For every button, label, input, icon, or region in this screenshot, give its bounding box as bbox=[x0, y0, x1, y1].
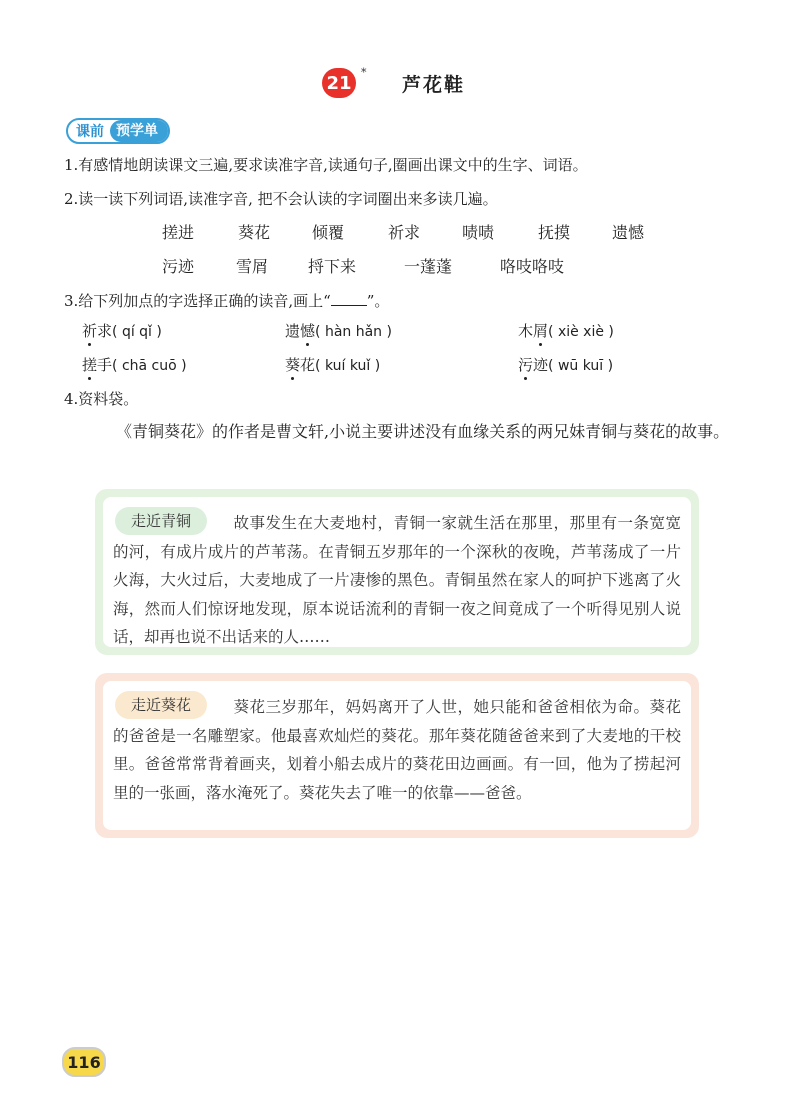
pinyin-item bbox=[285, 320, 392, 341]
tag-part2: 预学单 bbox=[110, 120, 168, 142]
pinyin-item bbox=[518, 320, 614, 341]
word-item: 一蓬蓬 bbox=[404, 257, 453, 276]
question-3-text: 3.给下列加点的字选择正确的读音,画上“ bbox=[64, 292, 331, 310]
box-label: 走近葵花 bbox=[115, 691, 207, 719]
dotted-char: 憾 bbox=[300, 322, 316, 340]
word-item: 污迹 bbox=[162, 257, 195, 276]
box-text bbox=[113, 509, 681, 652]
word-item: 雪屑 bbox=[236, 257, 269, 276]
question-2: 2.读一读下列词语,读准字音, 把不会认读的字词圈出来多读几遍。 bbox=[64, 190, 498, 208]
pinyin-options: ( chā cuō ) bbox=[112, 358, 187, 374]
info-box-kuihua bbox=[95, 673, 699, 838]
dotted-char: 屑 bbox=[533, 322, 549, 340]
word-item: 捋下来 bbox=[308, 257, 357, 276]
question-3 bbox=[64, 290, 389, 311]
resource-paragraph: 《青铜葵花》的作者是曹文轩,小说主要讲述没有血缘关系的两兄妹青铜与葵花的故事。 bbox=[116, 422, 730, 441]
word-item: 倾覆 bbox=[312, 223, 345, 242]
char: 木 bbox=[518, 322, 534, 340]
info-box-inner bbox=[103, 497, 691, 647]
word-item: 祈求 bbox=[388, 223, 421, 242]
pinyin-options: ( wū kuī ) bbox=[548, 358, 614, 374]
char: 求 bbox=[97, 322, 113, 340]
lesson-star-mark: * bbox=[361, 66, 367, 79]
pinyin-options: ( hàn hǎn ) bbox=[315, 324, 392, 340]
info-box-qingtong bbox=[95, 489, 699, 655]
pinyin-item bbox=[285, 354, 380, 375]
question-1: 1.有感情地朗读课文三遍,要求读准字音,读通句子,圈画出课文中的生字、词语。 bbox=[64, 156, 588, 174]
pinyin-options: ( xiè xiè ) bbox=[548, 324, 614, 340]
char: 手 bbox=[97, 356, 113, 374]
section-tag bbox=[66, 118, 170, 144]
lesson-title: 芦花鞋 bbox=[402, 74, 466, 96]
box-story: 葵花三岁那年，妈妈离开了人世，她只能和爸爸相依为命。葵花的爸爸是一名雕塑家。他最喜欢灿烂的葵花。那年葵花随爸爸来到了大麦地的干校里。爸爸常常背着画夹，划着小船去成片的葵花田边画画。有一回，他为了捞起河里的一张画，落水淹死了。葵花失去了唯一的依靠——爸爸。 bbox=[113, 698, 681, 802]
word-item: 遗憾 bbox=[612, 223, 645, 242]
word-item: 咯吱咯吱 bbox=[500, 257, 565, 276]
pinyin-item bbox=[518, 354, 613, 375]
char: 遗 bbox=[285, 322, 301, 340]
info-box-inner bbox=[103, 681, 691, 830]
char: 迹 bbox=[533, 356, 549, 374]
page-number: 116 bbox=[62, 1047, 106, 1077]
question-4: 4.资料袋。 bbox=[64, 390, 139, 408]
dotted-char: 污 bbox=[518, 356, 534, 374]
char: 花 bbox=[300, 356, 316, 374]
pinyin-options: ( qí qǐ ) bbox=[112, 324, 162, 340]
word-item: 啧啧 bbox=[462, 223, 495, 242]
answer-blank bbox=[331, 293, 367, 306]
dotted-char: 祈 bbox=[82, 322, 98, 340]
pinyin-item bbox=[82, 354, 187, 375]
pinyin-item bbox=[82, 320, 162, 341]
dotted-char: 葵 bbox=[285, 356, 301, 374]
word-item: 葵花 bbox=[238, 223, 271, 242]
pinyin-options: ( kuí kuǐ ) bbox=[315, 358, 381, 374]
tag-part1: 课前 bbox=[76, 124, 104, 140]
lesson-number-badge: 21 bbox=[322, 68, 356, 98]
dotted-char: 搓 bbox=[82, 356, 98, 374]
box-story: 故事发生在大麦地村，青铜一家就生活在那里，那里有一条宽宽的河，有成片成片的芦苇荡。在青铜五岁那年的一个深秋的夜晚，芦苇荡成了一片火海，大火过后，大麦地成了一片凄惨的黑色。青铜虽然在家人的呵护下逃离了火海，然而人们惊讶地发现，原本说话流利的青铜一夜之间竟成了一个听得见别人说话，却再也说不出话来的人…… bbox=[113, 514, 681, 647]
word-item: 搓进 bbox=[162, 223, 195, 242]
question-3-end: ”。 bbox=[366, 292, 390, 310]
word-item: 抚摸 bbox=[538, 223, 571, 242]
box-text bbox=[113, 693, 681, 807]
box-label: 走近青铜 bbox=[115, 507, 207, 535]
